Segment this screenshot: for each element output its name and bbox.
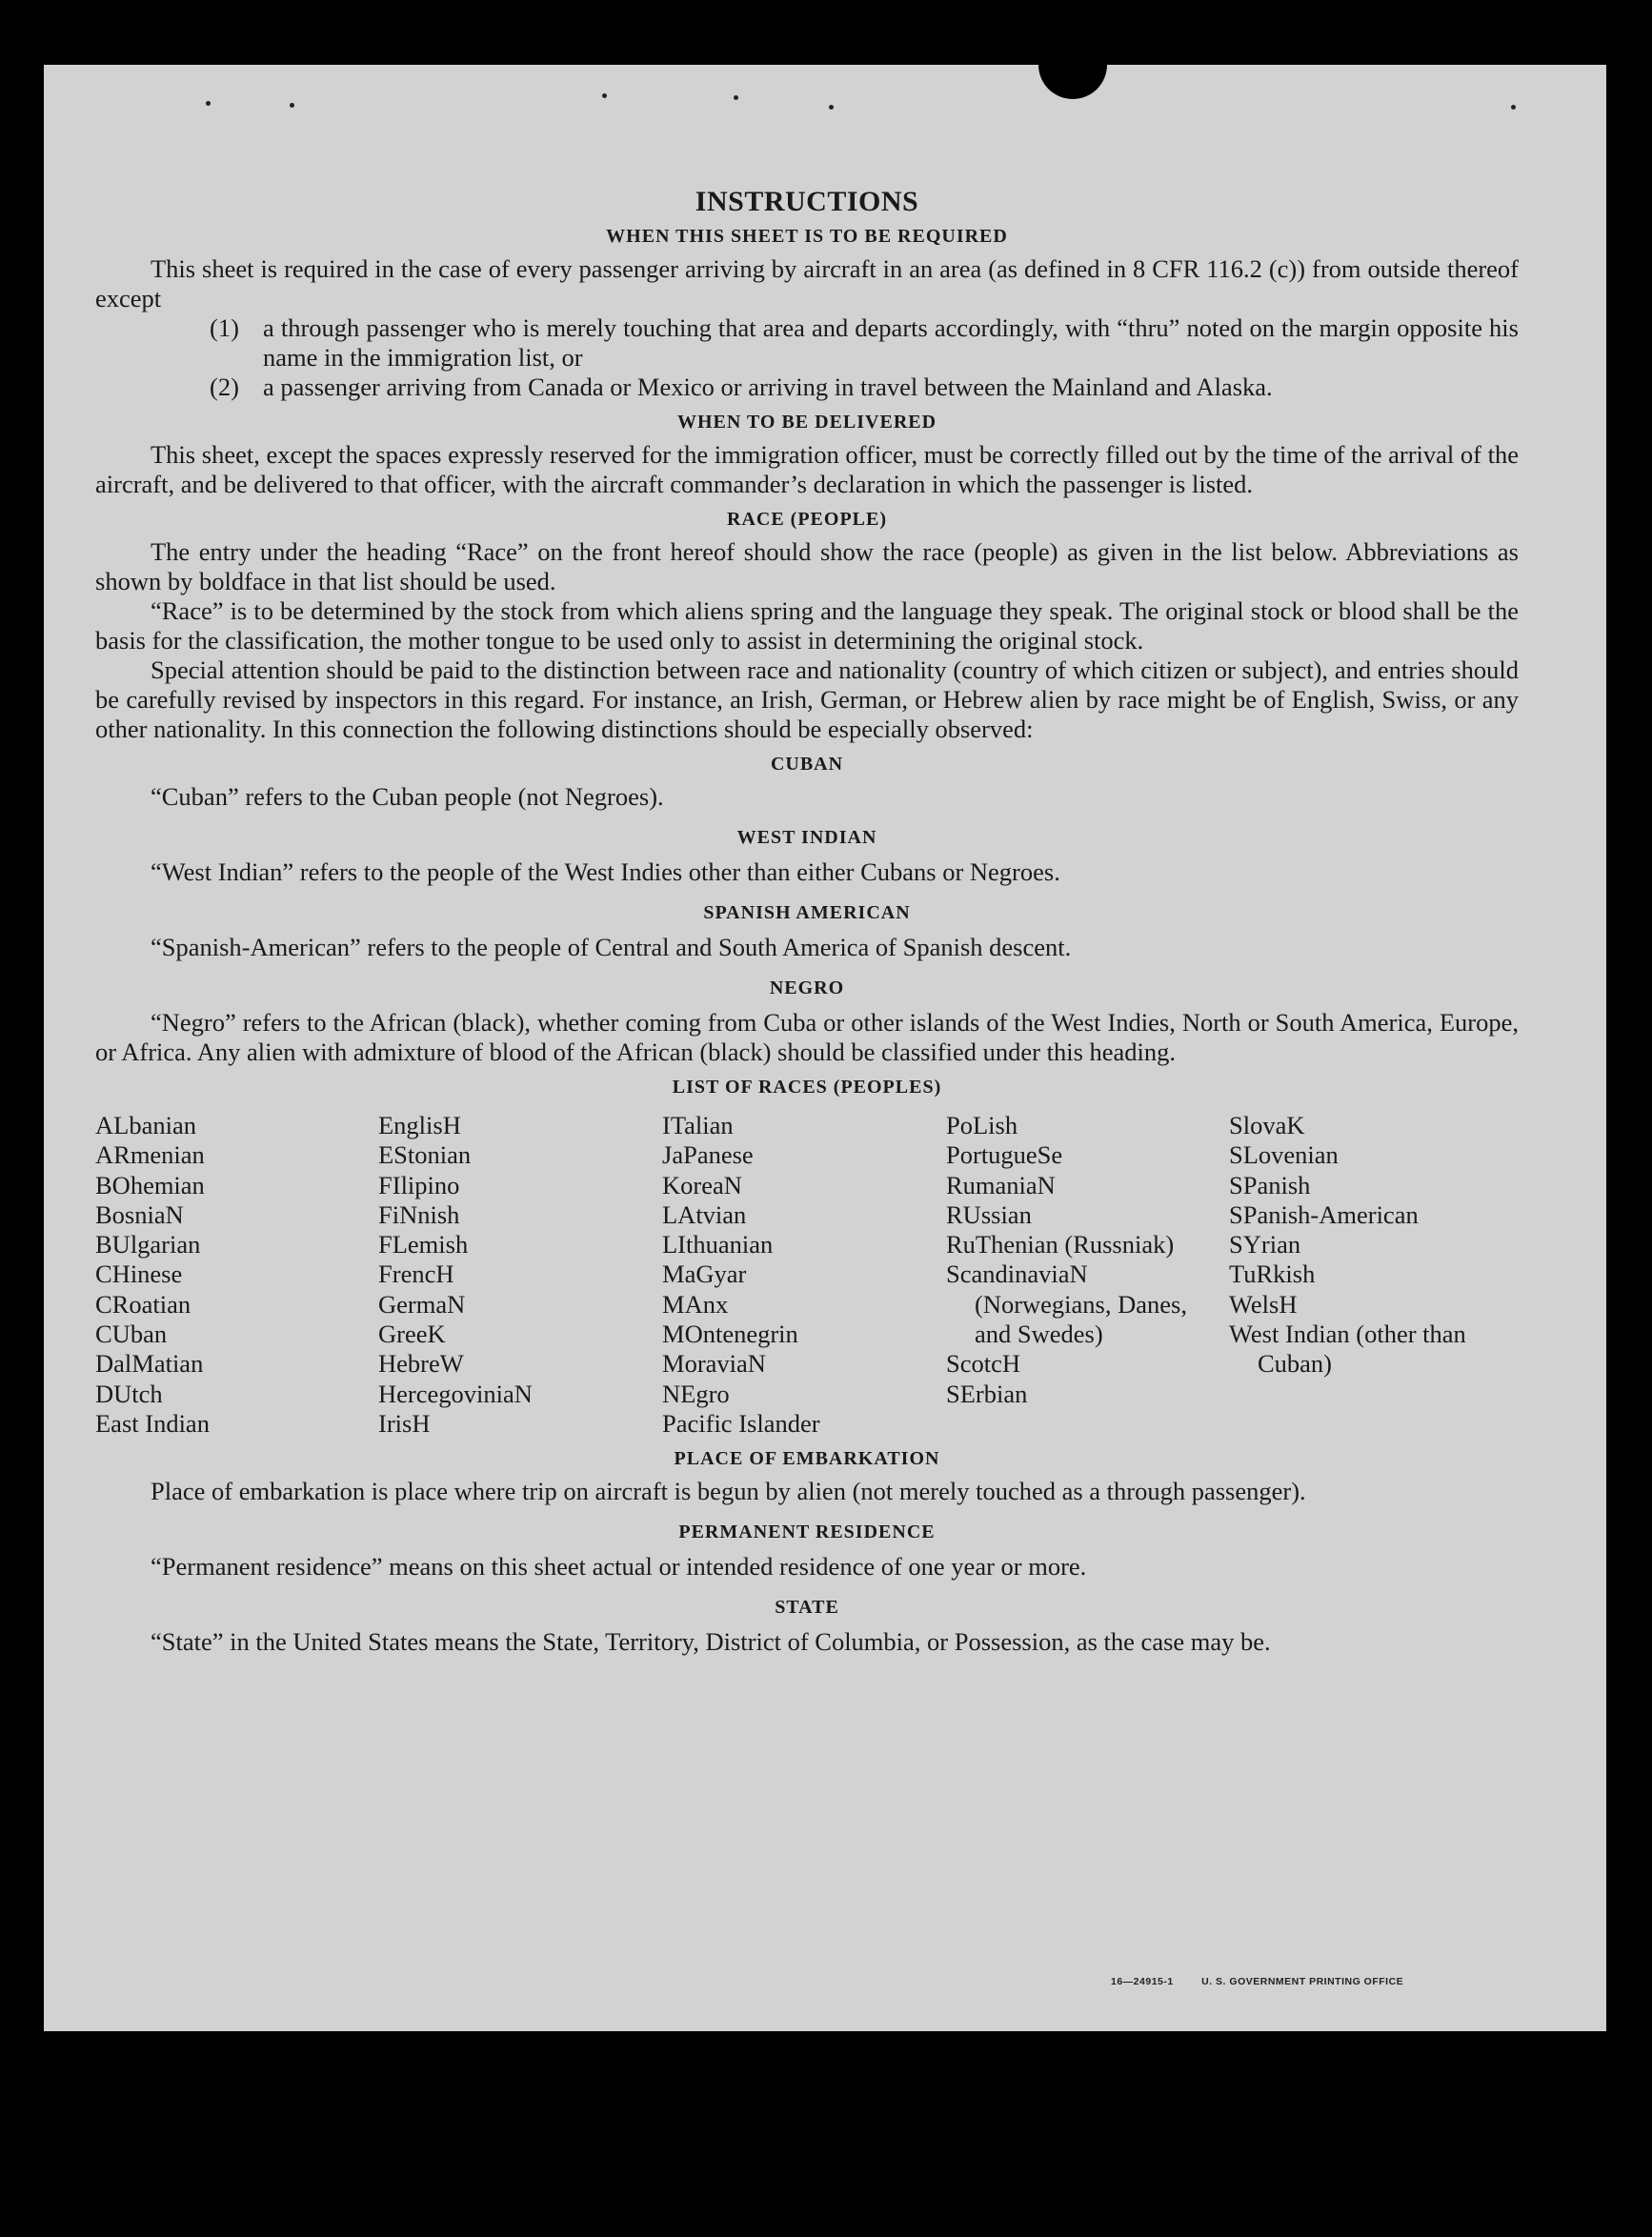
required-intro: This sheet is required in the case of every passenger arriving by aircraft in an area (as defined in 8 CFR 116.2 (c)) from outside thereof except (95, 254, 1519, 312)
race-entry: GreeK (378, 1320, 446, 1349)
race-entry: ScandinaviaN (Norwegians, Danes, and Swedes) (946, 1260, 1187, 1349)
race-entry: ARmenian (95, 1140, 205, 1170)
race-paragraph: “Race” is to be determined by the stock from which aliens spring and the language they speak. The original stock or blood shall be the basis for the classification, the mother tongue to be used only to assist in determining the original stock. (95, 596, 1519, 655)
races-column (1229, 1111, 1519, 1439)
section-heading-races-list: LIST OF RACES (PEOPLES) (672, 1077, 942, 1098)
printer-name: U. S. GOVERNMENT PRINTING OFFICE (1201, 1976, 1404, 1987)
speck (206, 101, 211, 106)
race-paragraph: The entry under the heading “Race” on the front hereof should show the race (people) as given in the list below. Abbreviations as shown by boldface in that list should be used. (95, 537, 1519, 595)
speck (602, 93, 607, 98)
race-entry: PoLish (946, 1111, 1018, 1139)
race-entry: SPanish-American (1229, 1199, 1419, 1229)
race-entry: FLemish (378, 1230, 469, 1260)
race-entry: Pacific Islander (662, 1408, 820, 1438)
speck (829, 105, 834, 110)
race-entry: CRoatian (95, 1289, 191, 1319)
race-entry: RuThenian (Russniak) (946, 1230, 1175, 1260)
races-column (946, 1111, 1229, 1439)
speck (734, 95, 738, 100)
section-heading-race: RACE (PEOPLE) (727, 509, 887, 530)
race-entry: RumaniaN (946, 1170, 1056, 1199)
document-sheet (44, 65, 1606, 2031)
section-heading-cuban: CUBAN (770, 754, 844, 775)
race-entry: FIlipino (378, 1170, 460, 1199)
section-heading-west-indian: WEST INDIAN (736, 827, 877, 848)
race-entry: HercegoviniaN (378, 1379, 533, 1408)
race-entry: MaGyar (662, 1260, 747, 1289)
race-entry: MoraviaN (662, 1349, 766, 1379)
race-entry: ITalian (662, 1111, 734, 1139)
race-entry: ALbanian (95, 1111, 196, 1139)
races-list (95, 1111, 1519, 1439)
races-column (662, 1111, 946, 1439)
section-heading-delivered: WHEN TO BE DELIVERED (676, 412, 937, 433)
race-entry: IrisH (378, 1408, 431, 1438)
race-entry: DUtch (95, 1379, 163, 1408)
residence-text: “Permanent residence” means on this sheet actual or intended residence of one year or more. (151, 1552, 1087, 1582)
form-number: 16—24915-1 (1111, 1976, 1174, 1987)
race-entry: SLovenian (1229, 1140, 1339, 1170)
race-entry: GermaN (378, 1289, 466, 1319)
race-entry: FrencH (378, 1260, 454, 1289)
race-entry: NEgro (662, 1379, 730, 1408)
race-entry: SErbian (946, 1379, 1028, 1408)
race-entry: DalMatian (95, 1349, 204, 1379)
race-entry: FiNnish (378, 1199, 460, 1229)
race-entry: CUban (95, 1320, 168, 1349)
race-entry: SPanish (1229, 1170, 1311, 1199)
section-heading-embarkation: PLACE OF EMBARKATION (674, 1448, 940, 1470)
race-entry: JaPanese (662, 1140, 754, 1170)
race-entry: BosniaN (95, 1199, 184, 1229)
race-entry: WelsH (1229, 1289, 1298, 1319)
required-exception-1: (1) a through passenger who is merely touching that area and departs accordingly, with “thru” noted on the margin opposite his name in the immigration list, or (210, 313, 1519, 372)
race-entry: EnglisH (378, 1111, 461, 1139)
race-entry: ScotcH (946, 1349, 1021, 1379)
race-entry: East Indian (95, 1408, 210, 1438)
races-column (95, 1111, 378, 1439)
punch-hole (1038, 55, 1107, 99)
west-indian-text: “West Indian” refers to the people of the West Indies other than either Cubans or Negroes. (151, 857, 1060, 886)
race-entry: TuRkish (1229, 1260, 1316, 1289)
section-heading-negro: NEGRO (769, 977, 845, 998)
section-heading-state: STATE (775, 1597, 839, 1619)
required-exception-2: (2) a passenger arriving from Canada or Mexico or arriving in travel between the Mainland and Alaska. (210, 373, 1273, 401)
section-heading-residence: PERMANENT RESIDENCE (678, 1522, 936, 1543)
section-heading-required: WHEN THIS SHEET IS TO BE REQUIRED (606, 226, 1008, 247)
race-entry: MOntenegrin (662, 1320, 798, 1349)
race-entry: LAtvian (662, 1199, 747, 1229)
page-title: INSTRUCTIONS (695, 186, 919, 217)
race-entry: HebreW (378, 1349, 464, 1379)
negro-text: “Negro” refers to the African (black), whether coming from Cuba or other islands of the West Indies, North or South America, Europe, or Africa. Any alien with admixture of blood of the African (black) should be classified under this heading. (95, 1008, 1519, 1066)
race-entry: MAnx (662, 1289, 729, 1319)
state-text: “State” in the United States means the State, Territory, District of Columbia, or Possession, as the case may be. (151, 1627, 1271, 1657)
race-entry: SlovaK (1229, 1111, 1305, 1139)
embarkation-text: Place of embarkation is place where trip on aircraft is begun by alien (not merely touched as a through passenger). (151, 1477, 1306, 1506)
race-entry: KoreaN (662, 1170, 742, 1199)
delivered-text: This sheet, except the spaces expressly reserved for the immigration officer, must be correctly filled out by the time of the arrival of the aircraft, and be delivered to that officer, with the aircraft commander’s declaration in which the passenger is listed. (95, 440, 1519, 498)
race-entry: SYrian (1229, 1230, 1301, 1260)
speck (290, 103, 294, 108)
section-heading-spanish-american: SPANISH AMERICAN (703, 902, 911, 923)
race-entry: BOhemian (95, 1170, 205, 1199)
race-paragraph: Special attention should be paid to the distinction between race and nationality (country of which citizen or subject), and entries should be carefully revised by inspectors in this regard. For instance, an Irish, German, or Hebrew alien by race might be of English, Swiss, or any other nationality. In this connection the following distinctions should be especially observed: (95, 655, 1519, 743)
instructions-content (95, 187, 1519, 1657)
race-entry: CHinese (95, 1260, 183, 1289)
speck (1511, 105, 1516, 110)
race-entry: West Indian (other than Cuban) (1229, 1320, 1466, 1379)
race-entry: RUssian (946, 1199, 1032, 1229)
race-entry: EStonian (378, 1140, 472, 1170)
printer-imprint (1111, 1976, 1403, 1987)
race-entry: LIthuanian (662, 1230, 774, 1260)
spanish-american-text: “Spanish-American” refers to the people of Central and South America of Spanish descent. (151, 933, 1072, 961)
races-column (378, 1111, 662, 1439)
race-entry: BUlgarian (95, 1230, 201, 1260)
cuban-text: “Cuban” refers to the Cuban people (not Negroes). (151, 782, 664, 811)
race-entry: PortugueSe (946, 1140, 1063, 1170)
